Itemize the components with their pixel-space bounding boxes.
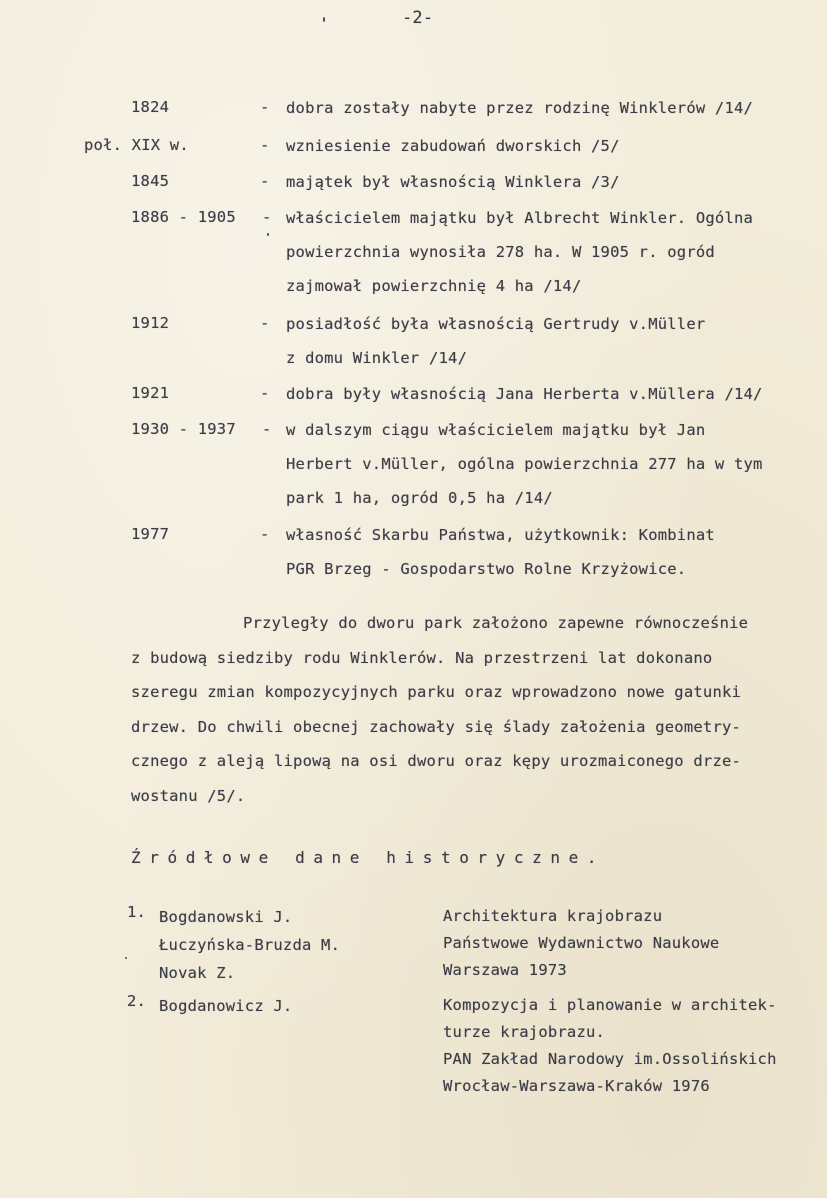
reference-work-line: turze krajobrazu. (443, 1023, 606, 1041)
reference-work-line: Warszawa 1973 (443, 961, 567, 979)
chronology-date: 1886 - 1905 (131, 208, 236, 226)
paragraph-line: z budową siedziby rodu Winklerów. Na przestrzeni lat dokonano (131, 648, 713, 667)
chronology-dash: - (260, 525, 270, 543)
chronology-line: PGR Brzeg - Gospodarstwo Rolne Krzyżowice. (286, 560, 687, 578)
chronology-date: 1912 (131, 314, 170, 332)
reference-author: Bogdanowicz J. (159, 997, 293, 1015)
reference-authors (159, 992, 292, 1020)
paragraph-line: Przyległy do dworu park założono zapewne równocześnie (243, 614, 749, 632)
reference-work-line: Architektura krajobrazu (443, 907, 663, 925)
chronology-text (286, 377, 816, 411)
reference-author: Łuczyńska-Bruzda M. (159, 936, 341, 954)
chronology-date: poł. XIX w. (84, 136, 189, 154)
paragraph-line: cznego z aleją lipową na osi dworu oraz kępy urozmaiconego drze- (131, 752, 742, 770)
reference-authors (159, 903, 340, 987)
chronology-date: 1845 (131, 172, 170, 190)
chronology-dash: - (260, 384, 270, 402)
chronology-line: posiadłość była własnością Gertrudy v.Müller (286, 315, 706, 333)
chronology-line: w dalszym ciągu właścicielem majątku był Jan (286, 421, 706, 439)
chronology-text (286, 413, 816, 515)
reference-author: Bogdanowski J. (159, 908, 293, 926)
reference-work-line: Państwowe Wydawnictwo Naukowe (443, 934, 720, 952)
chronology-line: własność Skarbu Państwa, użytkownik: Kombinat (286, 526, 715, 544)
reference-number: 2. (127, 992, 147, 1010)
chronology-text (286, 91, 816, 125)
chronology-date: 1824 (131, 98, 170, 116)
chronology-text (286, 307, 816, 375)
reference-author: Novak Z. (159, 964, 236, 982)
chronology-text (286, 165, 816, 199)
paragraph-line: szeregu zmian kompozycyjnych parku oraz wprowadzono nowe gatunki (131, 683, 742, 701)
chronology-line: dobra były własnością Jana Herberta v.Müllera /14/ (286, 385, 763, 403)
chronology-dash: - (262, 420, 272, 438)
chronology-line: dobra zostały nabyte przez rodzinę Winklerów /14/ (286, 99, 754, 117)
chronology-dash: - (262, 208, 272, 226)
chronology-line: park 1 ha, ogród 0,5 ha /14/ (286, 489, 553, 507)
reference-work (443, 903, 719, 984)
paragraph-line: drzew. Do chwili obecnej zachowały się ślady założenia geometry- (131, 717, 742, 736)
ink-speck (323, 17, 325, 22)
chronology-dash: - (260, 98, 270, 116)
chronology-dash: - (260, 314, 270, 332)
chronology-date: 1921 (131, 384, 170, 402)
chronology-line: z domu Winkler /14/ (286, 349, 468, 367)
reference-number: 1. (127, 903, 147, 921)
page-number: -2- (402, 8, 434, 28)
chronology-line: majątek był własnością Winklera /3/ (286, 173, 620, 191)
chronology-text (286, 201, 816, 303)
reference-work-line: PAN Zakład Narodowy im.Ossolińskich (443, 1050, 777, 1068)
chronology-text (286, 129, 816, 163)
reference-work (443, 992, 777, 1100)
chronology-line: Herbert v.Müller, ogólna powierzchnia 277 ha w tym (286, 455, 763, 473)
paragraph-line: wostanu /5/. (131, 786, 246, 805)
reference-work-line: Kompozycja i planowanie w architek- (443, 996, 777, 1014)
chronology-dash: - (260, 136, 270, 154)
chronology-line: zajmował powierzchnię 4 ha /14/ (286, 277, 582, 295)
chronology-text (286, 518, 816, 586)
ink-speck (267, 233, 269, 236)
reference-work-line: Wrocław-Warszawa-Kraków 1976 (443, 1077, 710, 1095)
ink-speck (125, 957, 127, 959)
section-heading: Źródłowe dane historyczne. (131, 848, 606, 867)
body-paragraph (131, 606, 811, 813)
chronology-line: właścicielem majątku był Albrecht Winkler. Ogólna (286, 209, 754, 227)
chronology-date: 1930 - 1937 (131, 420, 236, 438)
chronology-date: 1977 (131, 525, 170, 543)
chronology-line: wzniesienie zabudowań dworskich /5/ (286, 137, 620, 155)
chronology-line: powierzchnia wynosiła 278 ha. W 1905 r. ogród (286, 243, 715, 261)
chronology-dash: - (260, 172, 270, 190)
